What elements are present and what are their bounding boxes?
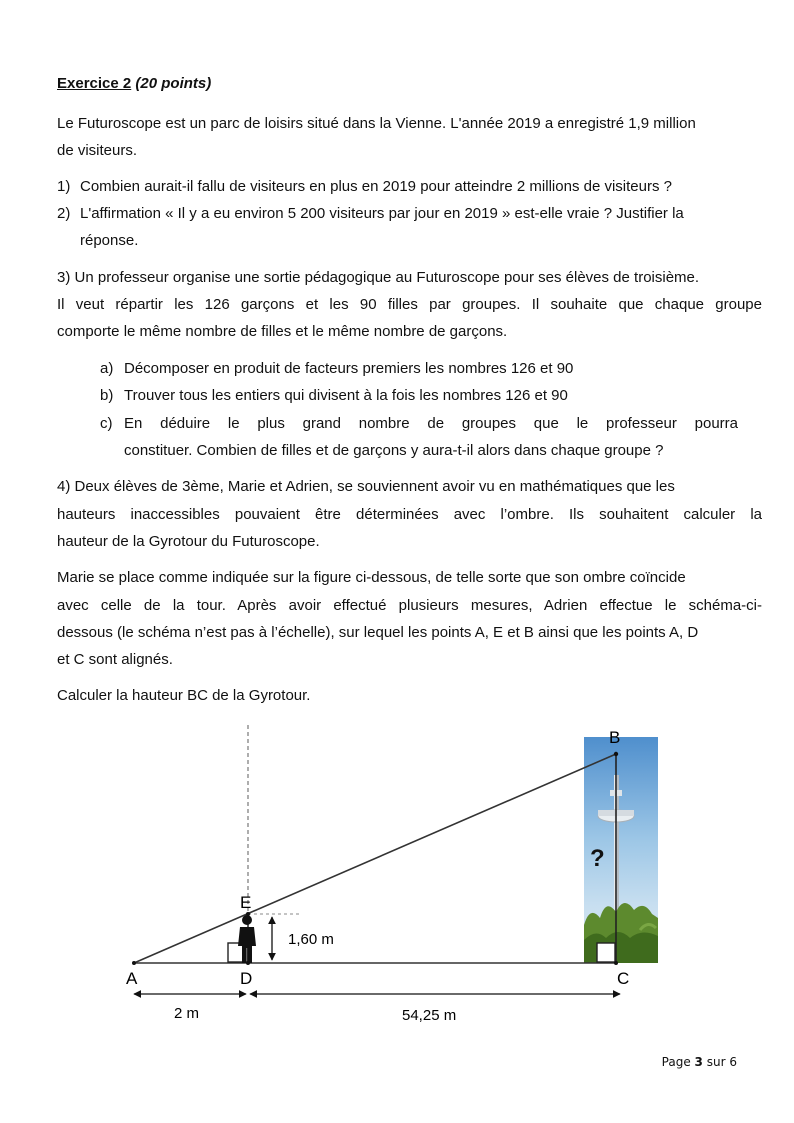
question-3a-text: Décomposer en produit de facteurs premiers les nombres 126 et 90 <box>124 360 574 377</box>
label-c: C <box>617 969 630 988</box>
question-3c-line-1: En déduire le plus grand nombre de groupes que le professeur pourra <box>124 415 738 432</box>
question-4-p2-line-3: dessous (le schéma n’est pas à l’échelle), sur lequel les points A, E et B ainsi que les points A, D <box>57 624 699 641</box>
question-3b-text: Trouver tous les entiers qui divisent à la fois les nombres 126 et 90 <box>124 387 568 404</box>
label-d: D <box>240 969 253 988</box>
footer-page-total: 6 <box>729 1055 737 1069</box>
label-height-marie: 1,60 m <box>288 931 334 948</box>
exercise-points: (20 points) <box>135 75 212 92</box>
point-e <box>246 912 250 916</box>
label-dist-ad: 2 m <box>174 1005 200 1022</box>
question-4-p1-line-2: hauteurs inaccessibles pouvaient être déterminées avec l’ombre. Ils souhaitent calculer la <box>57 506 762 523</box>
point-a <box>132 961 136 965</box>
question-4-p1-line-1: 4) Deux élèves de 3ème, Marie et Adrien, se souviennent avoir vu en mathématiques que les <box>57 478 675 495</box>
question-3-intro-1: 3) Un professeur organise une sortie pédagogique au Futuroscope pour ses élèves de troisième. <box>57 269 700 286</box>
point-b <box>614 752 618 756</box>
question-3a-letter: a) <box>100 360 114 377</box>
question-4-p1-line-3: hauteur de la Gyrotour du Futuroscope. <box>57 533 320 550</box>
point-c <box>614 961 618 965</box>
question-4-p2-line-2: avec celle de la tour. Après avoir effectué plusieurs mesures, Adrien effectue le schéma-ci- <box>57 597 762 614</box>
question-4-p2-line-4: et C sont alignés. <box>57 651 173 668</box>
footer-separator: sur <box>706 1055 726 1069</box>
point-d <box>246 961 250 965</box>
question-1-text: Combien aurait-il fallu de visiteurs en plus en 2019 pour atteindre 2 millions de visiteurs ? <box>80 178 672 195</box>
question-4-p2-line-1: Marie se place comme indiquée sur la figure ci-dessous, de telle sorte que son ombre coïncide <box>57 569 686 586</box>
question-2-line-2: réponse. <box>80 232 139 249</box>
label-dist-dc: 54,25 m <box>402 1007 457 1024</box>
label-a: A <box>126 969 138 988</box>
question-2-line-1: L'affirmation « Il y a eu environ 5 200 visiteurs par jour en 2019 » est-elle vraie ? Justifier la <box>80 205 684 222</box>
question-2-number: 2) <box>57 205 71 222</box>
right-angle-c <box>597 943 615 962</box>
exercise-title-label: Exercice 2 <box>57 75 132 92</box>
footer-page-word: Page <box>661 1055 691 1069</box>
question-3b-letter: b) <box>100 387 114 404</box>
label-unknown-height: ? <box>590 845 605 872</box>
intro-line-2: de visiteurs. <box>57 142 138 159</box>
label-e: E <box>240 893 252 912</box>
question-1-number: 1) <box>57 178 71 195</box>
footer-page-number: 3 <box>694 1055 703 1069</box>
question-3-intro-3: comporte le même nombre de filles et le même nombre de garçons. <box>57 323 508 340</box>
question-3c-letter: c) <box>100 415 113 432</box>
line-ab <box>134 754 616 963</box>
question-3-intro-2: Il veut répartir les 126 garçons et les 90 filles par groupes. Il souhaite que chaque groupe <box>57 296 762 313</box>
label-b: B <box>609 728 621 747</box>
question-4-p3: Calculer la hauteur BC de la Gyrotour. <box>57 687 311 704</box>
question-3c-line-2: constituer. Combien de filles et de garçons y aura-t-il alors dans chaque groupe ? <box>124 442 664 459</box>
page-footer <box>662 1055 737 1069</box>
intro-line-1: Le Futuroscope est un parc de loisirs situé dans la Vienne. L'année 2019 a enregistré 1,9 million <box>57 115 696 132</box>
